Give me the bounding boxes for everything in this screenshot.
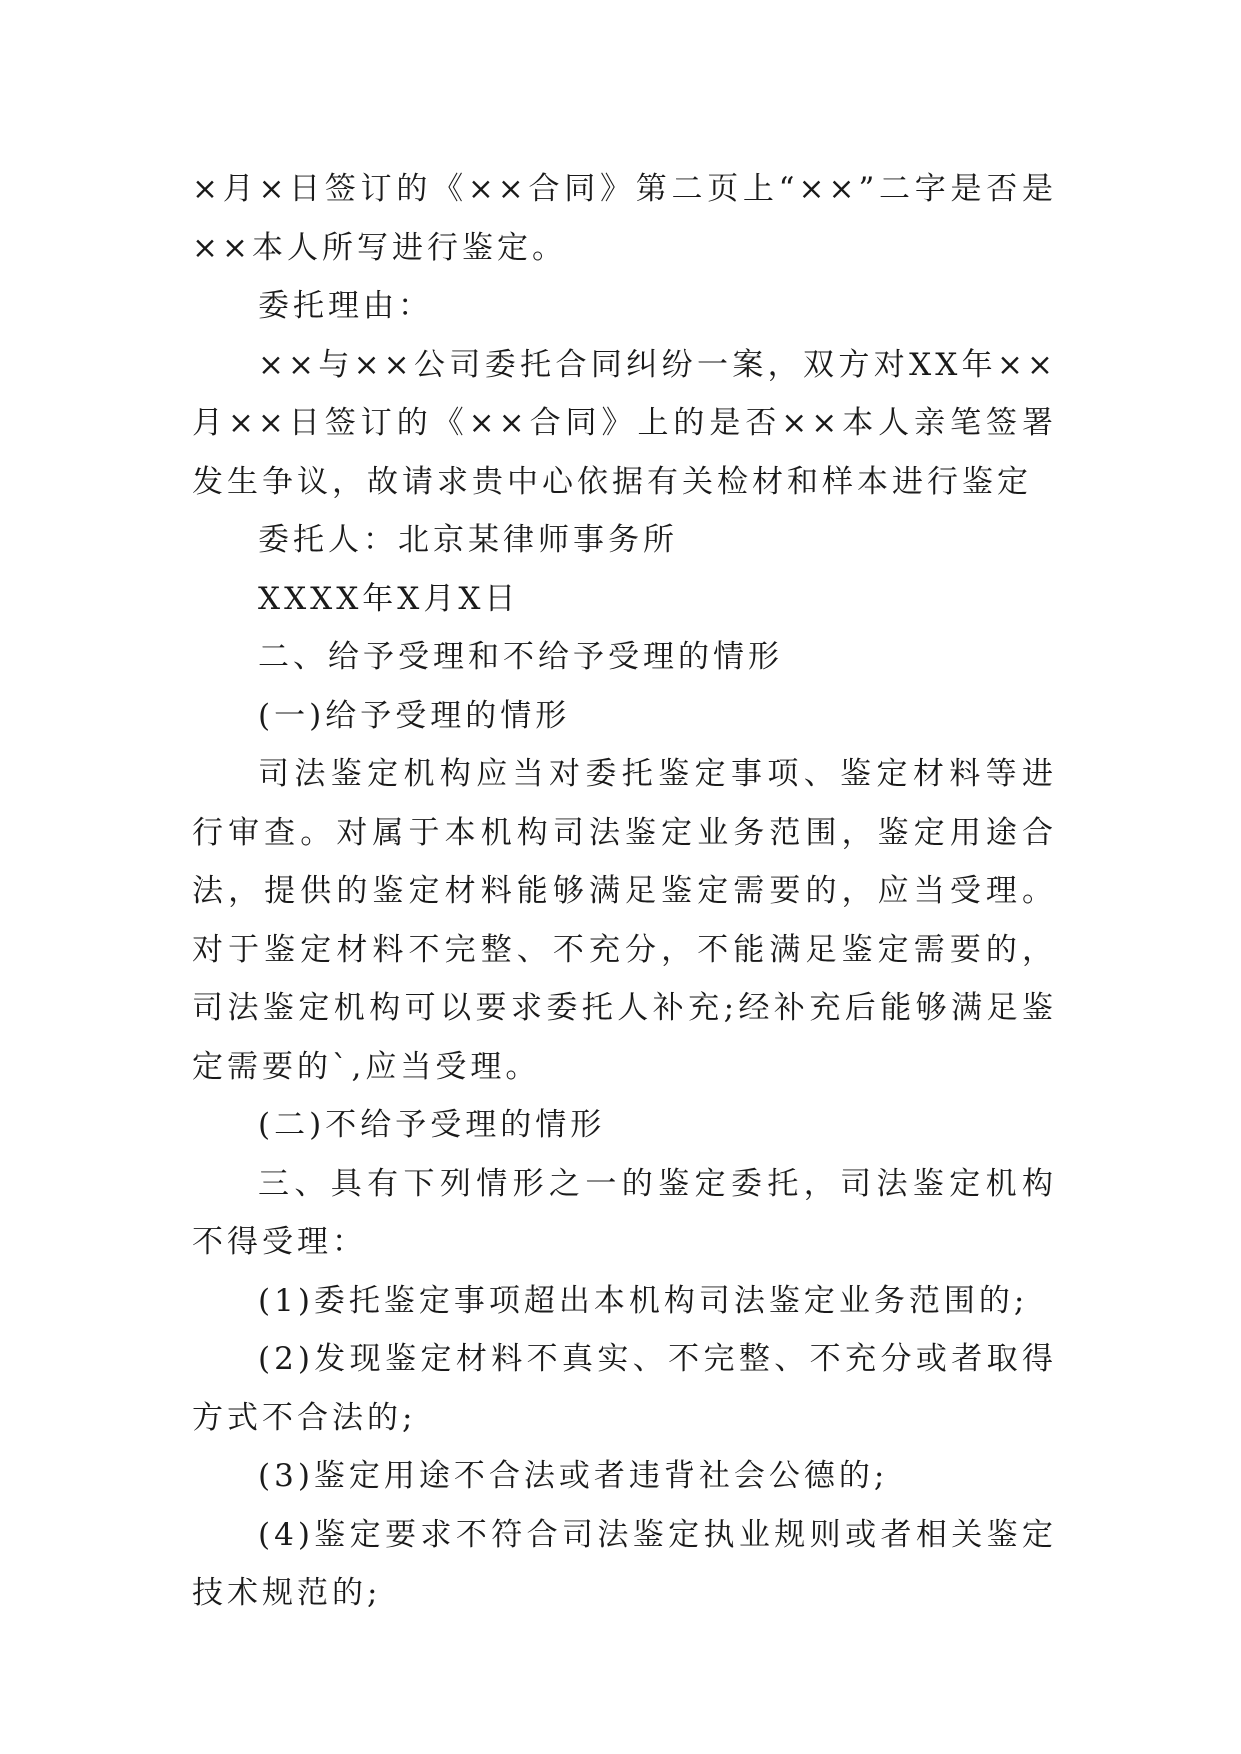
paragraph-client: 委托人：北京某律师事务所 — [258, 522, 678, 558]
paragraph-reason-heading: 委托理由： — [258, 288, 433, 324]
subsection-heading-reject: (二)不给予受理的情形 — [258, 1107, 606, 1143]
paragraph-subject-continuation: ×月×日签订的《××合同》第二页上“××”二字是否是××本人所写进行鉴定。 — [192, 171, 1057, 266]
paragraph-date: XXXX年X月X日 — [258, 580, 520, 617]
list-item-2: (2)发现鉴定材料不真实、不完整、不充分或者取得方式不合法的; — [192, 1341, 1057, 1436]
list-item-4: (4)鉴定要求不符合司法鉴定执业规则或者相关鉴定技术规范的; — [192, 1516, 1057, 1611]
list-item-3: (3)鉴定用途不合法或者违背社会公德的; — [258, 1458, 889, 1494]
list-item-1: (1)委托鉴定事项超出本机构司法鉴定业务范围的; — [258, 1282, 1029, 1319]
paragraph-accept-body: 司法鉴定机构应当对委托鉴定事项、鉴定材料等进行审查。对属于本机构司法鉴定业务范围，鉴定用途合法，提供的鉴定材料能够满足鉴定需要的，应当受理。对于鉴定材料不完整、不充分，不能满足鉴定需要的，司法鉴定机构可以要求委托人补充;经补充后能够满足鉴定需要的`,应当受理。 — [192, 756, 1057, 1085]
section-heading-3: 三、具有下列情形之一的鉴定委托，司法鉴定机构不得受理： — [192, 1165, 1057, 1260]
document-body — [192, 160, 1057, 1623]
subsection-heading-accept: (一)给予受理的情形 — [258, 697, 571, 734]
section-heading-2: 二、给予受理和不给予受理的情形 — [258, 639, 783, 675]
paragraph-reason-body: ××与××公司委托合同纠纷一案，双方对XX年××月××日签订的《××合同》上的是否××本人亲笔签署发生争议，故请求贵中心依据有关检材和样本进行鉴定 — [192, 346, 1057, 500]
